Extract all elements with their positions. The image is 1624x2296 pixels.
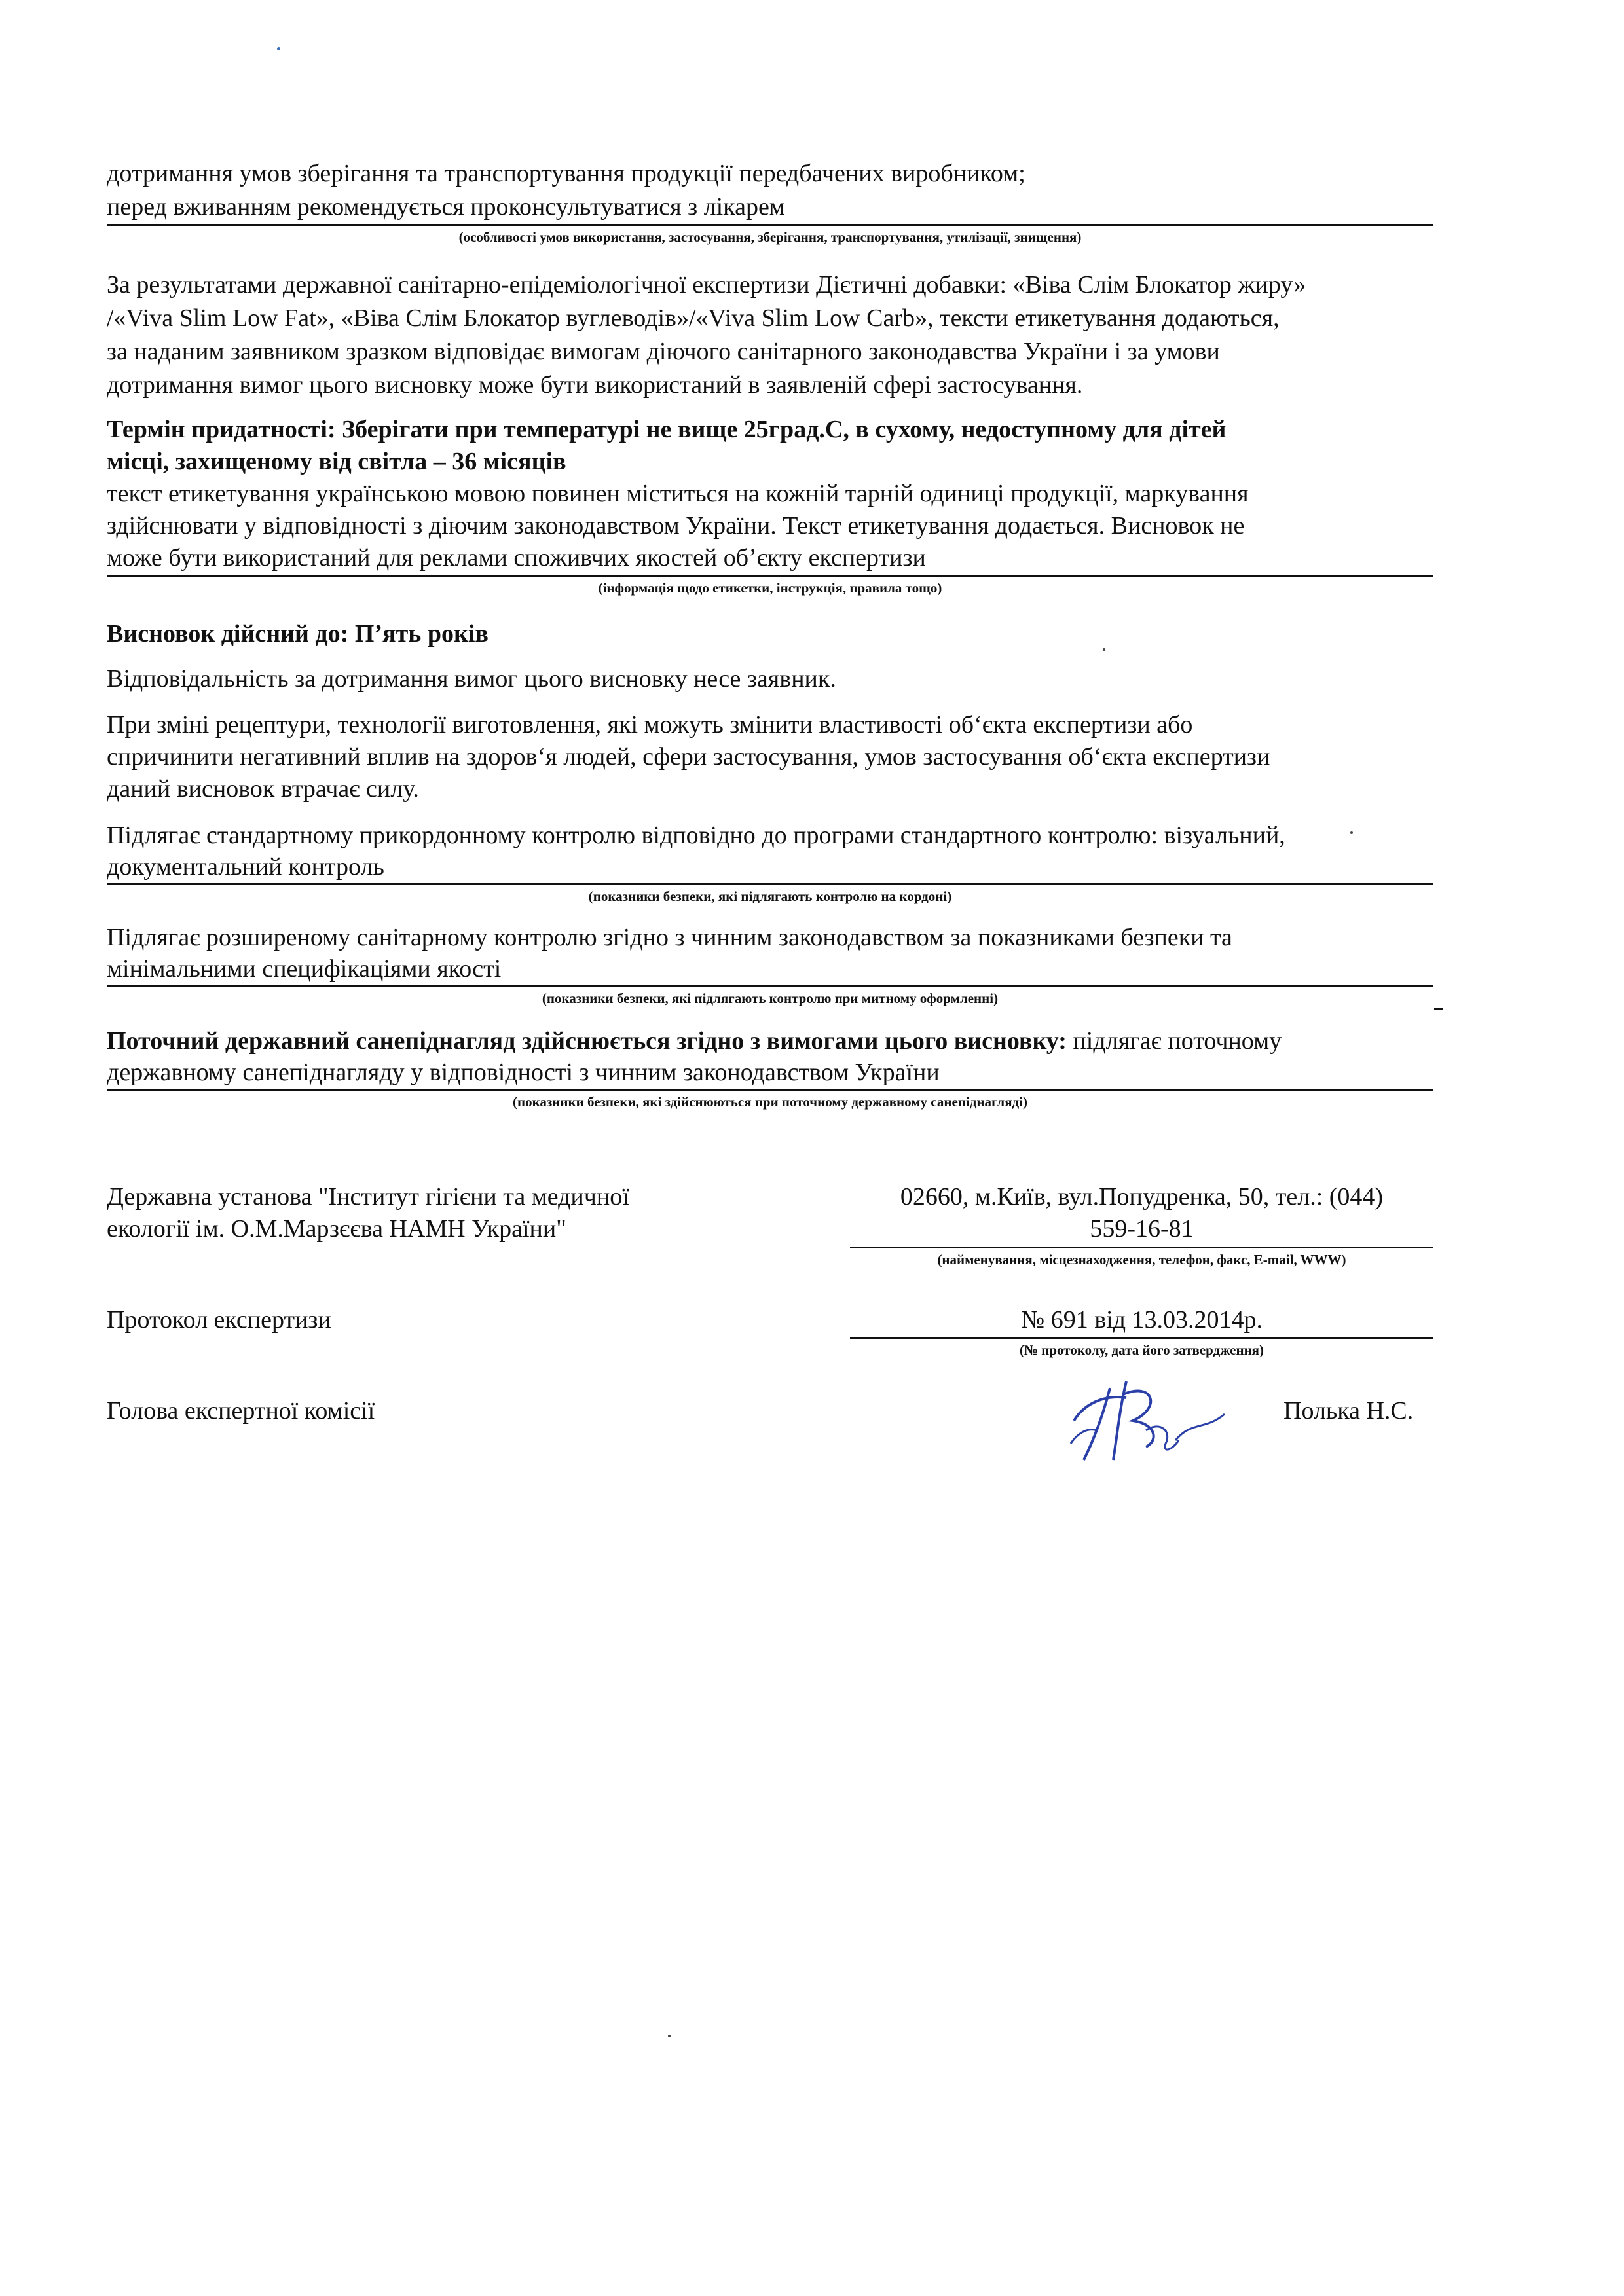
- supervision-line1: [107, 1025, 1433, 1058]
- usage-conditions-rule: [107, 224, 1433, 226]
- labeling-line1: текст етикетування українською мовою повинен міститься на кожній тарній одиниці продукції, маркування: [107, 480, 1249, 507]
- customs-control-rule: [107, 985, 1433, 987]
- institution-address-line1: 02660, м.Київ, вул.Попудренка, 50, тел.: (044): [900, 1183, 1384, 1211]
- conclusion-line3: за наданим заявником зразком відповідає вимогам діючого санітарного законодавства України і за умови: [107, 338, 1220, 365]
- border-control-line2: документальний контроль: [107, 853, 384, 881]
- chair-name: Полька Н.С.: [1283, 1397, 1414, 1425]
- institution-caption: (найменування, місцезнаходження, телефон, факс, E-mail, WWW): [937, 1252, 1346, 1267]
- labeling-line2: здійснювати у відповідності з діючим законодавством України. Текст етикетування додається. Висновок не: [107, 512, 1245, 539]
- change-line1: При зміні рецептури, технології виготовлення, які можуть змінити властивості об‘єкта експертизи або: [107, 711, 1193, 738]
- chair-label: Голова експертної комісії: [107, 1397, 375, 1425]
- labeling-caption: (інформація щодо етикетки, інструкція, правила тощо): [598, 580, 942, 596]
- labeling-line3: може бути використаний для реклами споживчих якостей об’єкту експертизи: [107, 544, 926, 572]
- scan-speck: [277, 47, 280, 50]
- scan-mark: [1434, 1008, 1443, 1010]
- validity-period: Висновок дійсний до: П’ять років: [107, 620, 489, 647]
- supervision-caption: (показники безпеки, які здійснюються при поточному державному санепіднагляді): [512, 1094, 1028, 1110]
- conclusion-line2: /«Viva Slim Low Fat», «Віва Слім Блокатор вуглеводів»/«Viva Slim Low Carb», тексти етикетування додаються,: [107, 304, 1280, 332]
- protocol-label: Протокол експертизи: [107, 1306, 331, 1334]
- institution-name-line2: екології ім. О.М.Марзєєва НАМН України": [107, 1215, 566, 1243]
- institution-rule: [850, 1247, 1433, 1248]
- change-line2: спричинити негативний вплив на здоров‘я людей, сфери застосування, умов застосування об‘єкта експертизи: [107, 743, 1270, 771]
- change-line3: даний висновок втрачає силу.: [107, 775, 419, 803]
- protocol-caption: (№ протоколу, дата його затвердження): [1019, 1342, 1264, 1358]
- customs-control-line1: Підлягає розширеному санітарному контролю згідно з чинним законодавством за показниками безпеки та: [107, 924, 1232, 951]
- border-control-rule: [107, 883, 1433, 885]
- shelf-life-line1: Термін придатності: Зберігати при температурі не вище 25град.С, в сухому, недоступному для дітей: [107, 416, 1227, 443]
- protocol-rule: [850, 1337, 1433, 1339]
- conclusion-line4: дотримання вимог цього висновку може бути використаний в заявленій сфері застосування.: [107, 371, 1083, 399]
- customs-control-caption: (показники безпеки, які підлягають контролю при митному оформленні): [542, 991, 999, 1006]
- responsibility-statement: Відповідальність за дотримання вимог цього висновку несе заявник.: [107, 665, 836, 693]
- border-control-caption: (показники безпеки, які підлягають контролю на кордоні): [588, 888, 952, 904]
- labeling-rule: [107, 575, 1433, 577]
- usage-conditions-line1: дотримання умов зберігання та транспортування продукції передбачених виробником;: [107, 160, 1025, 187]
- supervision-rule: [107, 1089, 1433, 1091]
- supervision-bold: Поточний державний санепіднагляд здійснюється згідно з вимогами цього висновку:: [107, 1027, 1067, 1055]
- shelf-life-line2: місці, захищеному від світла – 36 місяців: [107, 448, 566, 475]
- institution-address-line2: 559-16-81: [1090, 1215, 1194, 1243]
- protocol-value: № 691 від 13.03.2014р.: [1020, 1306, 1263, 1334]
- signature-image: [1048, 1368, 1244, 1467]
- supervision-line2: державному санепіднагляду у відповідності з чинним законодавством України: [107, 1059, 940, 1086]
- usage-conditions-line2: перед вживанням рекомендується проконсультуватися з лікарем: [107, 193, 785, 221]
- institution-name-line1: Державна установа "Інститут гігієни та медичної: [107, 1183, 629, 1211]
- conclusion-line1: За результатами державної санітарно-епідеміологічної експертизи Дієтичні добавки: «Віва Слім Блокатор жиру»: [107, 271, 1306, 299]
- usage-conditions-caption: (особливості умов використання, застосування, зберігання, транспортування, утилізації, знищення): [458, 229, 1082, 245]
- border-control-line1: Підлягає стандартному прикордонному контролю відповідно до програми стандартного контролю: візуальний,: [107, 822, 1285, 849]
- customs-control-line2: мінімальними специфікаціями якості: [107, 955, 502, 983]
- scan-speck: [668, 2035, 671, 2037]
- supervision-rest: підлягає поточному: [1066, 1027, 1282, 1055]
